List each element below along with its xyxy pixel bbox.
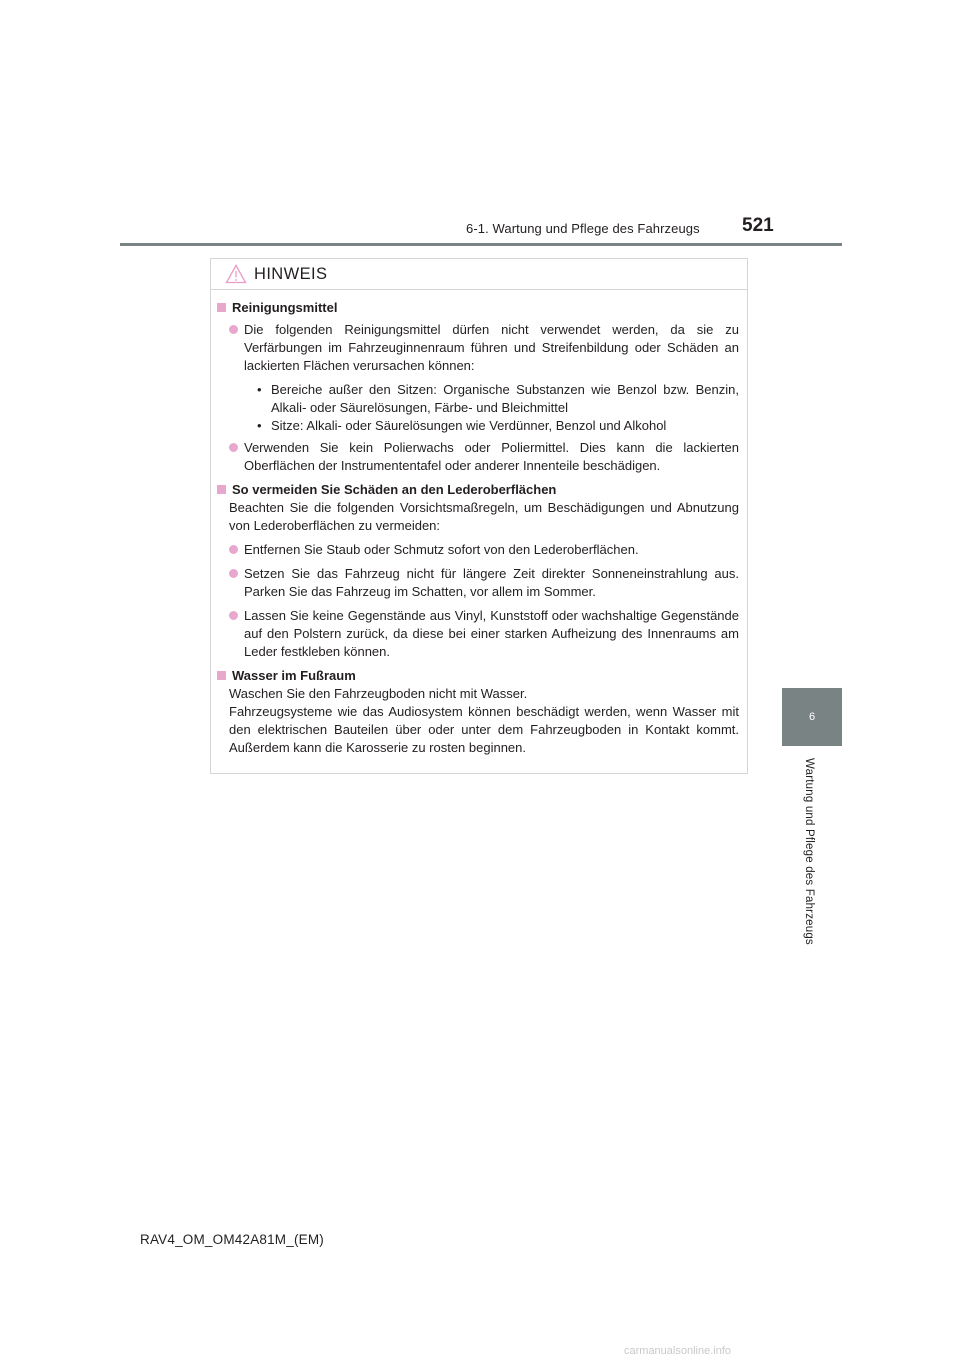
circle-bullet-icon: [229, 569, 238, 578]
footer-watermark: carmanualsonline.info: [624, 1345, 732, 1357]
sub-list-item: [217, 417, 739, 435]
page-number: 521: [742, 215, 774, 236]
section-heading-leather: [217, 481, 739, 499]
list-item: [217, 541, 739, 559]
chapter-tab: [782, 688, 842, 746]
section-heading-cleaning-agents: [217, 299, 739, 317]
sub-list-item-text: Bereiche außer den Sitzen: Organische Substanzen wie Benzol bzw. Benzin, Alkali- oder Säurelösungen, Färbe- und Bleichmittel: [271, 382, 739, 415]
list-item: [217, 565, 739, 601]
section-heading-water: [217, 667, 739, 685]
sub-list-item: [217, 381, 739, 417]
list-item: [217, 439, 739, 475]
section-heading-text: Reinigungsmittel: [232, 300, 338, 315]
circle-bullet-icon: [229, 443, 238, 452]
header-section-title: 6-1. Wartung und Pflege des Fahrzeugs: [466, 221, 700, 236]
list-item-text: Lassen Sie keine Gegenstände aus Vinyl, Kunststoff oder wachshaltige Gegenstände auf den Polstern zurück, da diese bei einer starken Aufheizung des Innenraums am Leder festkleben können.: [244, 608, 739, 659]
section-paragraph: Fahrzeugsysteme wie das Audiosystem können beschädigt werden, wenn Wasser mit den elektrischen Bauteilen über oder unter dem Fahrzeugboden in Kontakt kommt. Außerdem kann die Karosserie zu rosten beginnen.: [229, 704, 739, 755]
notice-box: [210, 258, 748, 774]
chapter-side-title: Wartung und Pflege des Fahrzeugs: [803, 758, 815, 945]
square-bullet-icon: [217, 671, 226, 680]
list-item: [217, 607, 739, 661]
footer-model-code: RAV4_OM_OM42A81M_(EM): [140, 1232, 325, 1247]
sub-list-item-text: Sitze: Alkali- oder Säurelösungen wie Verdünner, Benzol und Alkohol: [271, 418, 667, 433]
list-item: [217, 321, 739, 375]
circle-bullet-icon: [229, 545, 238, 554]
notice-header: [211, 259, 747, 290]
circle-bullet-icon: [229, 325, 238, 334]
list-item-text: Setzen Sie das Fahrzeug nicht für längere Zeit direkter Sonneneinstrahlung aus. Parken Sie das Fahrzeug im Schatten, vor allem im Sommer.: [244, 566, 739, 599]
list-item-text: Verwenden Sie kein Polierwachs oder Poliermittel. Dies kann die lackierten Oberflächen der Instrumententafel oder anderer Innenteile beschädigen.: [244, 440, 739, 473]
square-bullet-icon: [217, 303, 226, 312]
section-heading-text: So vermeiden Sie Schäden an den Lederoberflächen: [232, 482, 557, 497]
section-heading-text: Wasser im Fußraum: [232, 668, 356, 683]
notice-body: [217, 299, 739, 757]
header-rule: [120, 243, 842, 246]
notice-title: HINWEIS: [254, 264, 328, 283]
circle-bullet-icon: [229, 611, 238, 620]
list-item-text: Die folgenden Reinigungsmittel dürfen nicht verwendet werden, da sie zu Verfärbungen im Fahrzeuginnenraum führen und Streifenbildung oder Schäden an lackierten Flächen verursachen können:: [244, 322, 739, 373]
chapter-number: 6: [808, 711, 816, 723]
sub-bullet-mark: •: [257, 382, 262, 397]
section-paragraph: Waschen Sie den Fahrzeugboden nicht mit Wasser.: [229, 686, 528, 701]
list-item-text: Entfernen Sie Staub oder Schmutz sofort von den Lederoberflächen.: [244, 542, 639, 557]
square-bullet-icon: [217, 485, 226, 494]
section-intro-text: Beachten Sie die folgenden Vorsichtsmaßregeln, um Beschädigungen und Abnutzung von Lederoberflächen zu vermeiden:: [229, 500, 739, 533]
warning-triangle-icon: [225, 264, 247, 284]
sub-bullet-mark: •: [257, 418, 262, 433]
